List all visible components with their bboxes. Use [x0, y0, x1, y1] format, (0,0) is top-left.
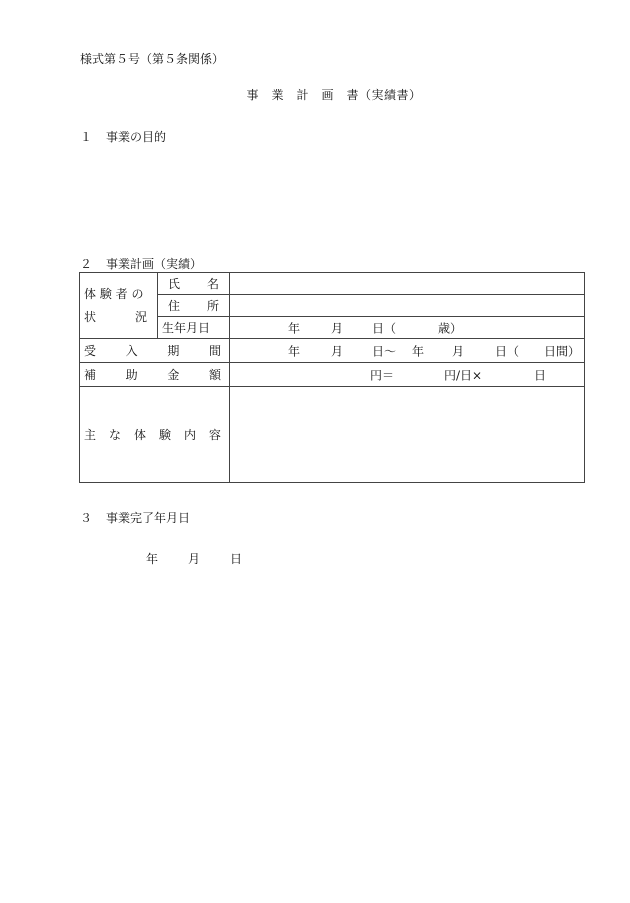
address-field[interactable]	[230, 295, 585, 317]
period-start-year-unit: 年	[288, 344, 301, 358]
table-row-name	[80, 273, 585, 295]
content-field[interactable]	[230, 387, 585, 483]
section-label: 事業の目的	[106, 130, 167, 144]
name-label-char: 名	[206, 277, 219, 291]
section-number: ２	[80, 257, 93, 271]
period-days-unit: 日間）	[544, 344, 581, 358]
section-label: 事業完了年月日	[106, 511, 191, 525]
period-label-char: 期	[167, 344, 180, 358]
birth-year-unit: 年	[288, 321, 301, 335]
status-label-line2	[84, 306, 153, 329]
table-row-period	[80, 339, 585, 363]
table-row-subsidy	[80, 363, 585, 387]
subsidy-label-cell	[80, 363, 230, 387]
name-label-char: 氏	[168, 277, 181, 291]
period-end-month-unit: 月	[452, 344, 465, 358]
plan-table	[79, 272, 585, 483]
completion-month-unit: 月	[188, 552, 201, 566]
address-label-char: 住	[168, 299, 181, 313]
status-label-line1: 体 験 者 の	[84, 286, 144, 301]
status-label-cell	[80, 273, 158, 339]
status-label-char: 況	[134, 309, 147, 324]
content-label-char: 主	[84, 428, 97, 442]
section-label: 事業計画（実績）	[106, 257, 203, 271]
section-plan-heading	[80, 255, 202, 272]
subsidy-per-day-unit: 円/日×	[444, 368, 483, 382]
birth-age-unit: 歳）	[438, 321, 463, 335]
content-label-char: 内	[183, 428, 196, 442]
subsidy-day-unit: 日	[534, 368, 547, 382]
birthdate-field[interactable]	[230, 317, 585, 339]
subsidy-label-char: 額	[208, 368, 221, 382]
section-number: ３	[80, 511, 93, 525]
content-label-cell	[80, 387, 230, 483]
subsidy-label-char: 助	[125, 368, 138, 382]
birthdate-label: 生年月日	[158, 317, 230, 339]
form-number: 様式第５号（第５条関係）	[80, 52, 225, 66]
name-label-cell	[158, 273, 230, 295]
content-label-char: 容	[208, 428, 221, 442]
period-label-char: 入	[125, 344, 138, 358]
section-number: １	[80, 130, 93, 144]
birth-day-unit: 日（	[372, 321, 397, 335]
completion-day-unit: 日	[230, 552, 243, 566]
content-label-char: な	[108, 428, 121, 442]
period-start-day-unit: 日～	[372, 344, 397, 358]
section-completion-heading	[80, 509, 190, 526]
content-label-char: 体	[133, 428, 146, 442]
table-row-content	[80, 387, 585, 483]
status-label-char: 状	[84, 309, 97, 324]
completion-year-unit: 年	[146, 552, 159, 566]
name-field[interactable]	[230, 273, 585, 295]
subsidy-yen-unit: 円＝	[370, 368, 395, 382]
period-label-cell	[80, 339, 230, 363]
period-label-char: 受	[84, 344, 97, 358]
section-purpose-heading	[80, 128, 166, 145]
period-label-char: 間	[208, 344, 221, 358]
subsidy-field[interactable]	[230, 363, 585, 387]
subsidy-label-char: 補	[84, 368, 97, 382]
subsidy-label-char: 金	[167, 368, 180, 382]
address-label-char: 所	[206, 299, 219, 313]
period-start-month-unit: 月	[331, 344, 344, 358]
address-label-cell	[158, 295, 230, 317]
period-field[interactable]	[230, 339, 585, 363]
content-label-char: 験	[158, 428, 171, 442]
period-end-year-unit: 年	[412, 344, 425, 358]
document-title: 事 業 計 画 書（実績書）	[246, 88, 422, 102]
birth-month-unit: 月	[331, 321, 344, 335]
period-end-day-unit: 日（	[495, 344, 520, 358]
status-label	[84, 283, 153, 329]
